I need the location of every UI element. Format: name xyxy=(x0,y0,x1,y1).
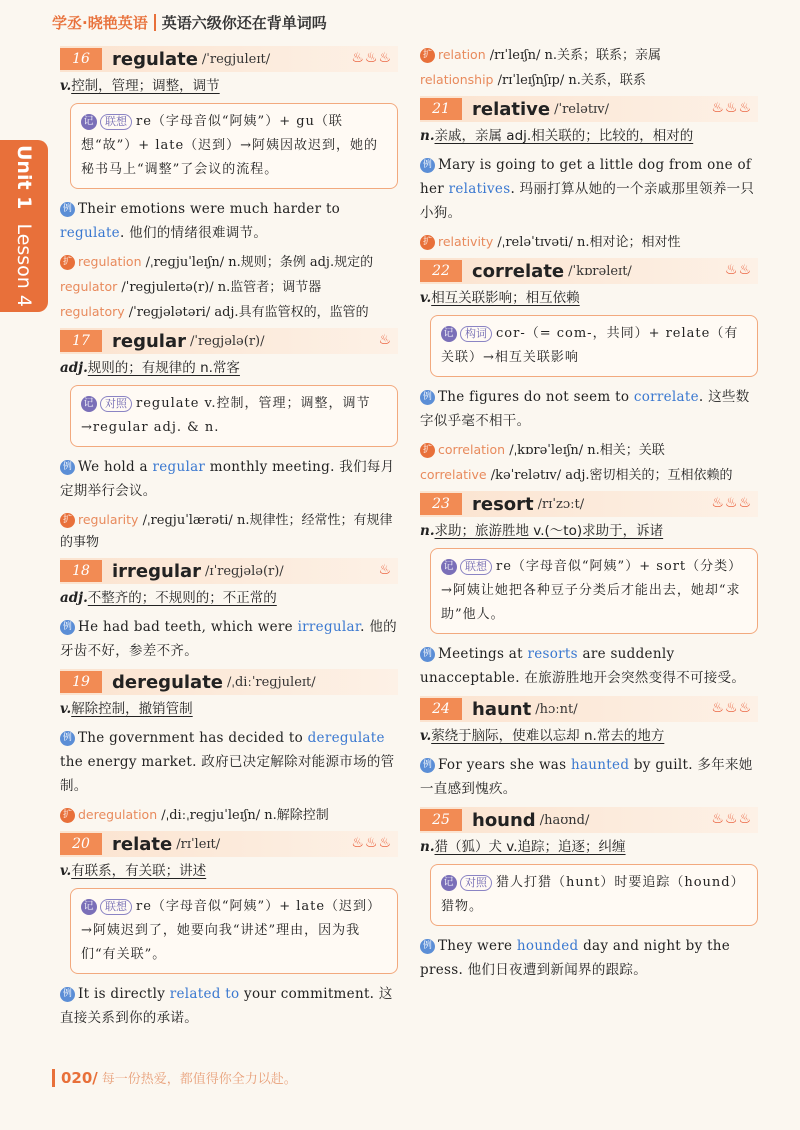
example-icon: 例 xyxy=(420,390,435,405)
example: 例 We hold a regular monthly meeting. 我们每月定期举行会议。 xyxy=(60,459,395,499)
entry-number: 18 xyxy=(60,560,102,582)
entry-number: 24 xyxy=(420,698,462,720)
example-icon: 例 xyxy=(60,460,75,475)
entry-number: 23 xyxy=(420,493,462,515)
lightbulb-icon: 记 xyxy=(81,114,97,130)
memo-box xyxy=(430,315,758,377)
entry-number: 22 xyxy=(420,260,462,282)
flame-icon: ♨♨♨ xyxy=(351,50,392,66)
example-icon: 例 xyxy=(420,158,435,173)
lesson-label: Lesson 4 xyxy=(13,223,35,307)
phonetic: /ˌdiːˈreɡjuleɪt/ xyxy=(227,674,316,690)
memo-tag: 联想 xyxy=(100,114,132,130)
entry-number: 19 xyxy=(60,671,102,693)
definition: n.求助；旅游胜地 v.(～to)求助于，诉诸 xyxy=(420,523,664,539)
headword: regulate xyxy=(112,48,198,70)
derivative: 扩 regularity /ˌreɡjuˈlærəti/ n.规律性；经常性；有规律的事物 xyxy=(60,512,393,550)
entry-head xyxy=(420,807,758,833)
example-icon: 例 xyxy=(420,647,435,662)
entry-number: 20 xyxy=(60,833,102,855)
lightbulb-icon: 记 xyxy=(441,326,457,342)
memo-tag: 联想 xyxy=(460,559,492,575)
memo-text: 猎人打猎（hunt）时要追踪（hound）猎物。 xyxy=(441,875,745,914)
phonetic: /ˈkɒrəleɪt/ xyxy=(568,263,632,279)
definition: v.萦绕于脑际，使难以忘却 n.常去的地方 xyxy=(420,728,665,744)
flame-icon: ♨ xyxy=(378,562,392,578)
expand-icon: 扩 xyxy=(60,513,75,528)
flame-icon: ♨♨ xyxy=(724,262,752,278)
example-icon: 例 xyxy=(420,758,435,773)
lightbulb-icon: 记 xyxy=(81,899,97,915)
entry-number: 25 xyxy=(420,809,462,831)
entry-number: 16 xyxy=(60,48,102,70)
phonetic: /hɔːnt/ xyxy=(535,701,578,717)
derivative: 扩 regulation /ˌreɡjuˈleɪʃn/ n.规则；条例 adj.规定的 xyxy=(60,251,398,274)
example: 例 He had bad teeth, which were irregular. 他的牙齿不好，参差不齐。 xyxy=(60,619,397,659)
flame-icon: ♨♨♨ xyxy=(711,811,752,827)
flame-icon: ♨ xyxy=(378,332,392,348)
memo-tag: 构词 xyxy=(460,326,492,342)
derivative: 扩 relation /rɪˈleɪʃn/ n.关系；联系；亲属 xyxy=(420,44,758,67)
memo-tag: 联想 xyxy=(100,899,132,915)
headword: relate xyxy=(112,833,173,855)
definition: adj.不整齐的；不规则的；不正常的 xyxy=(60,590,277,606)
phonetic: /haʊnd/ xyxy=(539,812,590,828)
memo-box xyxy=(70,103,398,189)
phonetic: /ˈreɡjələ(r)/ xyxy=(189,333,265,349)
phonetic: /ˈreɡjuleɪt/ xyxy=(201,51,271,67)
expand-icon: 扩 xyxy=(60,255,75,270)
memo-text: re（字母音似“阿姨”）+ late（迟到）→阿姨迟到了，她要向我“讲述”理由，因为我们“有关联”。 xyxy=(81,899,382,962)
lightbulb-icon: 记 xyxy=(81,396,97,412)
memo-text: re（字母音似“阿姨”）+ sort（分类）→阿姨让她把各种豆子分类后才能出去，她却“求助”他人。 xyxy=(441,559,743,622)
expand-icon: 扩 xyxy=(420,48,435,63)
book-title: 英语六级你还在背单词吗 xyxy=(161,13,327,32)
unit-lesson-label xyxy=(13,140,35,312)
memo-box xyxy=(70,385,398,447)
headword: resort xyxy=(472,493,534,515)
headword: deregulate xyxy=(112,671,224,693)
lightbulb-icon: 记 xyxy=(441,875,457,891)
unit-label: Unit 1 xyxy=(13,145,35,210)
example: 例 Mary is going to get a little dog from one of her relatives. 玛丽打算从她的一个亲戚那里领养一只小狗。 xyxy=(420,157,755,221)
derivative: 扩 deregulation /ˌdiːˌreɡjuˈleɪʃn/ n.解除控制 xyxy=(60,804,398,827)
flame-icon: ♨♨♨ xyxy=(711,100,752,116)
example: 例 For years she was haunted by guilt. 多年来她一直感到愧疚。 xyxy=(420,757,753,797)
headword: irregular xyxy=(112,560,202,582)
expand-icon: 扩 xyxy=(420,443,435,458)
expand-icon: 扩 xyxy=(60,808,75,823)
entry-number: 21 xyxy=(420,98,462,120)
headword: haunt xyxy=(472,698,532,720)
example-icon: 例 xyxy=(60,620,75,635)
example: 例 Meetings at resorts are suddenly unacceptable. 在旅游胜地开会突然变得不可接受。 xyxy=(420,646,746,686)
example: 例 Their emotions were much harder to regulate. 他们的情绪很难调节。 xyxy=(60,201,341,241)
example-icon: 例 xyxy=(60,987,75,1002)
definition: n.猎（狐）犬 v.追踪；追逐；纠缠 xyxy=(420,839,626,855)
memo-tag: 对照 xyxy=(460,875,492,891)
definition: v.相互关联影响；相互依赖 xyxy=(420,290,580,306)
entry-head xyxy=(60,328,398,354)
memo-text: regulate v.控制，管理；调整，调节→regular adj. & n. xyxy=(81,396,371,435)
derivative: relationship /rɪˈleɪʃnʃɪp/ n.关系，联系 xyxy=(420,72,646,88)
example: 例 They were hounded day and night by the press. 他们日夜遭到新闻界的跟踪。 xyxy=(420,938,731,978)
example-icon: 例 xyxy=(420,939,435,954)
phonetic: /rɪˈzɔːt/ xyxy=(537,496,585,512)
memo-text: cor-（= com-，共同）+ relate（有关联）→相互关联影响 xyxy=(441,326,739,365)
memo-box xyxy=(70,888,398,974)
memo-box xyxy=(430,864,758,926)
brand: 学丞·晓艳英语 xyxy=(52,13,148,32)
flame-icon: ♨♨♨ xyxy=(711,700,752,716)
page-number: 020/ xyxy=(52,1069,98,1087)
example-icon: 例 xyxy=(60,202,75,217)
definition: n.亲戚，亲属 adj.相关联的；比较的，相对的 xyxy=(420,128,694,144)
definition: v.有联系，有关联；讲述 xyxy=(60,863,207,879)
lightbulb-icon: 记 xyxy=(441,559,457,575)
entry-head xyxy=(60,46,398,72)
page-header xyxy=(52,8,327,36)
entry-head xyxy=(420,491,758,517)
phonetic: /rɪˈleɪt/ xyxy=(176,836,221,852)
derivative: 扩 correlation /ˌkɒrəˈleɪʃn/ n.相关；关联 xyxy=(420,439,758,462)
page-footer xyxy=(52,1068,297,1087)
flame-icon: ♨♨♨ xyxy=(351,835,392,851)
example-icon: 例 xyxy=(60,731,75,746)
phonetic: /ˈrelətɪv/ xyxy=(554,101,609,117)
flame-icon: ♨♨♨ xyxy=(711,495,752,511)
left-column xyxy=(60,42,398,1036)
derivative: regulatory /ˈreɡjələtəri/ adj.具有监管权的，监管的 xyxy=(60,304,369,320)
expand-icon: 扩 xyxy=(420,235,435,250)
memo-tag: 对照 xyxy=(100,396,132,412)
example: 例 The figures do not seem to correlate. 这些数字似乎毫不相干。 xyxy=(420,389,750,429)
entry-head xyxy=(420,96,758,122)
entry-head xyxy=(60,558,398,584)
definition: v.解除控制，撤销管制 xyxy=(60,701,193,717)
entry-head xyxy=(420,258,758,284)
memo-text: re（字母音似“阿姨”）+ gu（联想“故”）+ late（迟到）→阿姨因故迟到，她的秘书马上“调整”了会议的流程。 xyxy=(81,114,379,177)
entry-number: 17 xyxy=(60,330,102,352)
definition: v.控制，管理；调整，调节 xyxy=(60,78,220,94)
entry-head xyxy=(60,831,398,857)
headword: hound xyxy=(472,809,536,831)
definition: adj.规则的；有规律的 n.常客 xyxy=(60,360,240,376)
headword: correlate xyxy=(472,260,565,282)
derivative: correlative /kəˈrelətɪv/ adj.密切相关的；互相依赖的 xyxy=(420,467,733,483)
footer-motto: 每一份热爱，都值得你全力以赴。 xyxy=(101,1072,297,1087)
derivative: 扩 relativity /ˌreləˈtɪvəti/ n.相对论；相对性 xyxy=(420,231,758,254)
derivative: regulator /ˈreɡjuleɪtə(r)/ n.监管者；调节器 xyxy=(60,279,322,295)
example: 例 It is directly related to your commitment. 这直接关系到你的承诺。 xyxy=(60,986,393,1026)
right-column xyxy=(420,42,758,988)
example: 例 The government has decided to deregulate the energy market. 政府已决定解除对能源市场的管制。 xyxy=(60,730,395,794)
entry-head xyxy=(60,669,398,695)
header-divider xyxy=(154,14,156,31)
headword: regular xyxy=(112,330,186,352)
headword: relative xyxy=(472,98,551,120)
entry-head xyxy=(420,696,758,722)
memo-box xyxy=(430,548,758,634)
phonetic: /ɪˈreɡjələ(r)/ xyxy=(205,563,284,579)
